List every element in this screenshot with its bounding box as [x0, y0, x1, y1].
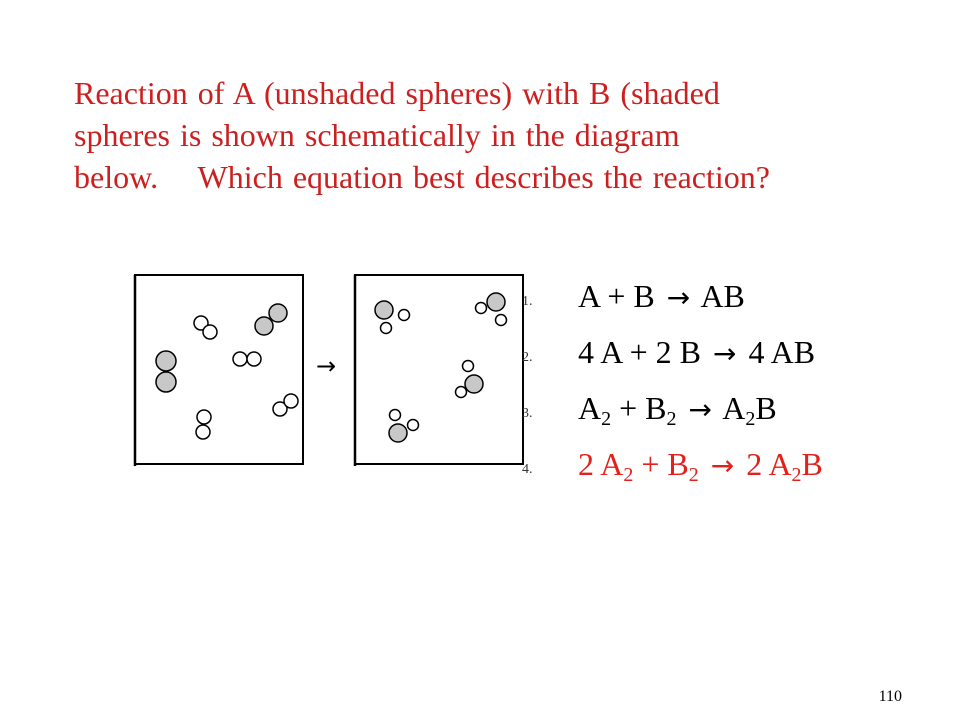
- page-number: 110: [878, 688, 902, 705]
- option-4[interactable]: [522, 438, 823, 488]
- after-molecules: [375, 293, 507, 442]
- arrow-icon: →: [688, 393, 712, 426]
- option-number: 2.: [522, 350, 533, 365]
- question-text: [74, 72, 894, 198]
- before-molecules: [156, 304, 298, 439]
- option-equation: 2 $A_2 + B_2 \to 2$ $A_2B$: [578, 446, 823, 486]
- arrow-icon: →: [712, 337, 737, 370]
- option-number: 3.: [522, 406, 533, 421]
- option-equation: 4 A + 2 B → 4 AB: [578, 334, 816, 370]
- option-equation: $A_2 + B_2 \to A_2B$: [578, 390, 777, 430]
- option-1[interactable]: [522, 270, 745, 320]
- question-line-2: spheres is shown schematically in the diagram: [74, 117, 680, 153]
- arrow-icon: →: [710, 449, 735, 482]
- option-number: 4.: [522, 462, 533, 477]
- option-equation: A + B → AB: [578, 278, 745, 314]
- reaction-arrow: →: [316, 352, 337, 380]
- option-3[interactable]: [522, 382, 777, 432]
- question-line-1: Reaction of A (unshaded spheres) with B (shaded: [74, 75, 720, 111]
- reaction-diagram: [128, 270, 528, 470]
- option-2[interactable]: [522, 326, 815, 376]
- question-line-3: below. Which equation best describes the reaction?: [74, 159, 770, 195]
- option-number: 1.: [522, 294, 533, 309]
- arrow-icon: →: [666, 281, 691, 314]
